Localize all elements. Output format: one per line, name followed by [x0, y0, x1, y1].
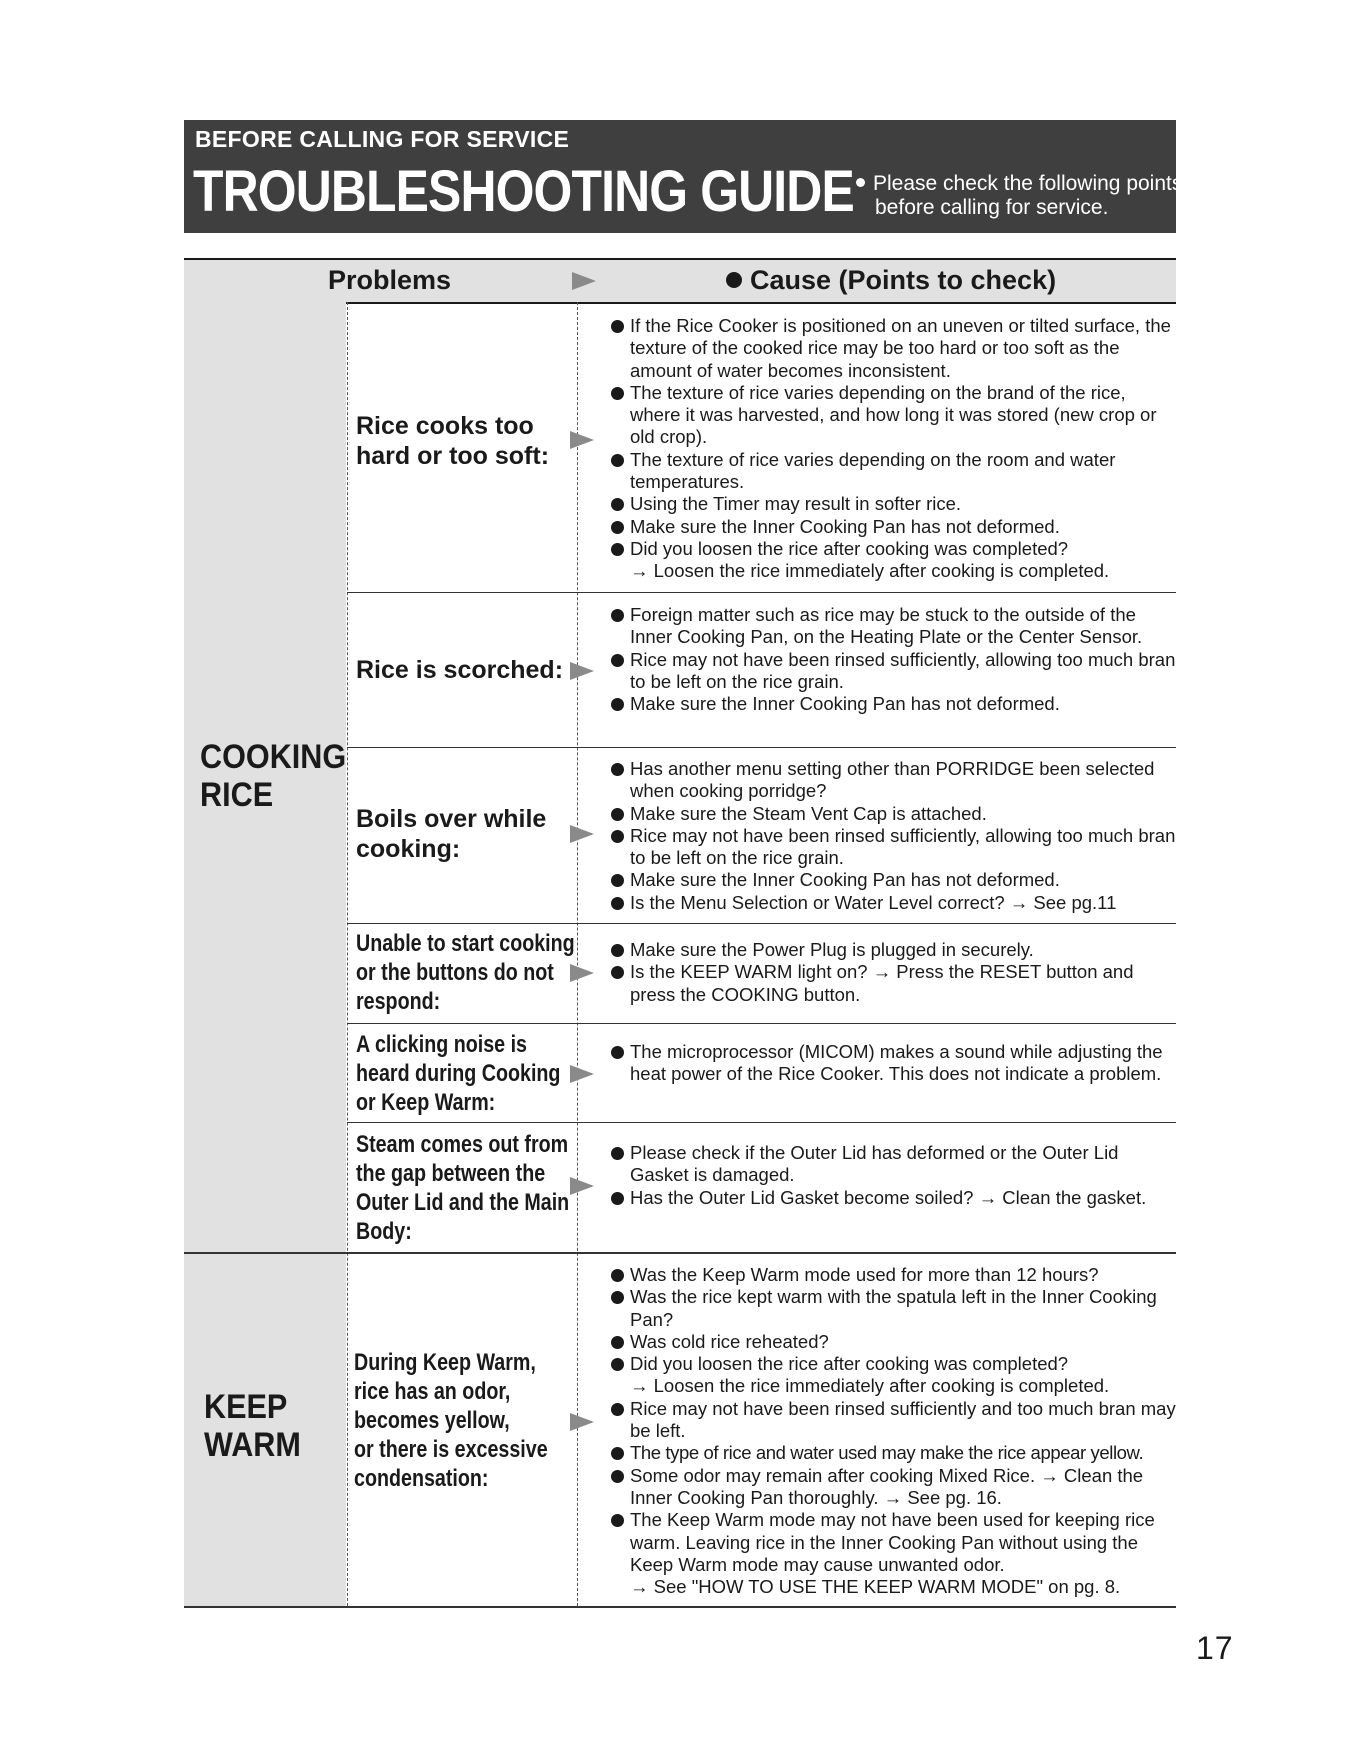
- cause-text: Some odor may remain after cooking Mixed Rice. → Clean the Inner Cooking Pan thoroughly. → See pg. 16.: [630, 1464, 1144, 1508]
- cause-text: Make sure the Inner Cooking Pan has not deformed.: [630, 869, 1060, 891]
- bullet-icon: [611, 897, 624, 910]
- cause-text: The Keep Warm mode may not have been used for keeping rice warm. Leaving rice in the Inner Cooking Pan without using the Keep Warm mode may cause unwanted odor.: [630, 1509, 1155, 1575]
- list-item: [611, 961, 1181, 1006]
- cause-text: Has another menu setting other than PORRIDGE been selected when cooking porridge?: [630, 758, 1155, 802]
- problem-line: Body:: [356, 1218, 412, 1245]
- cause-text: The type of rice and water used may make the rice appear yellow.: [630, 1442, 1144, 1464]
- arrow-right-icon: [570, 825, 594, 843]
- bullet-icon: [611, 654, 624, 667]
- cause-text: Make sure the Steam Vent Cap is attached.: [630, 802, 987, 824]
- header-cause: [726, 265, 1056, 296]
- column-divider: [577, 302, 578, 1606]
- cause-text: Did you loosen the rice after cooking was completed?: [630, 537, 1069, 559]
- bullet-icon: [856, 178, 865, 187]
- problem-line: rice has an odor,: [354, 1378, 511, 1405]
- cause-text: Make sure the Inner Cooking Pan has not deformed.: [630, 693, 1060, 715]
- bullet-icon: [611, 874, 624, 887]
- category-label-line: KEEP: [204, 1388, 288, 1426]
- arrow-right-icon: [570, 964, 594, 982]
- problem-line: Rice is scorched:: [356, 656, 564, 684]
- problem-line: respond:: [356, 988, 441, 1015]
- cause-text: The texture of rice varies depending on the brand of the rice, where it was harvested, and how long it was stored (new crop or old crop).: [630, 381, 1157, 448]
- cause-list: [611, 604, 1181, 715]
- bullet-icon: [611, 320, 624, 333]
- list-item: [611, 869, 1181, 891]
- arrow-right-icon: [570, 1413, 594, 1431]
- bullet-icon: [611, 1147, 624, 1160]
- list-item: [611, 604, 1181, 649]
- list-item: [611, 1398, 1181, 1443]
- bullet-icon: [726, 272, 742, 288]
- cause-subtext: → Loosen the rice immediately after cooking is completed.: [630, 1375, 1110, 1397]
- list-item: [611, 1041, 1181, 1086]
- title-banner: [184, 120, 1183, 233]
- cause-text: Foreign matter such as rice may be stuck to the outside of the Inner Cooking Pan, on the Heating Plate or the Center Sensor.: [630, 604, 1143, 648]
- banner-note-line2: before calling for service.: [875, 196, 1109, 219]
- list-item: [611, 449, 1181, 494]
- list-item: [611, 758, 1181, 803]
- list-item: [611, 892, 1181, 914]
- row-separator: [347, 592, 1176, 593]
- problem-line: During Keep Warm,: [354, 1349, 536, 1376]
- cause-text: Was cold rice reheated?: [630, 1330, 829, 1352]
- cause-text: Rice may not have been rinsed sufficiently, allowing too much bran to be left on the rice grain.: [630, 648, 1176, 692]
- category-label-line: COOKING: [200, 738, 347, 776]
- bullet-icon: [611, 498, 624, 511]
- problem-unable-to-start: [356, 929, 575, 1016]
- header-problems: Problems: [328, 265, 452, 295]
- problem-line: A clicking noise is: [356, 1031, 527, 1058]
- problem-line: Outer Lid and the Main: [356, 1189, 570, 1216]
- row-separator: [347, 1122, 1176, 1123]
- banner-note: [856, 172, 1182, 220]
- list-item: [611, 693, 1181, 715]
- cause-text: Using the Timer may result in softer rice.: [630, 493, 962, 515]
- problem-line: or the buttons do not: [356, 959, 554, 986]
- page-number: 17: [1196, 1630, 1234, 1666]
- category-label: [204, 1388, 301, 1464]
- bullet-icon: [611, 609, 624, 622]
- cause-text: Has the Outer Lid Gasket become soiled? → Clean the gasket.: [630, 1186, 1147, 1208]
- table-header: [184, 258, 1176, 304]
- list-item: [611, 1509, 1181, 1598]
- cause-text: Please check if the Outer Lid has deformed or the Outer Lid Gasket is damaged.: [630, 1142, 1119, 1186]
- cause-text: Was the Keep Warm mode used for more than 12 hours?: [630, 1264, 1099, 1285]
- bullet-icon: [611, 1514, 624, 1527]
- cause-list: [611, 1142, 1181, 1209]
- list-item: [611, 1286, 1181, 1331]
- bullet-icon: [611, 1046, 624, 1059]
- cause-text: The texture of rice varies depending on the room and water temperatures.: [630, 448, 1116, 493]
- bullet-icon: [611, 1470, 624, 1483]
- section-separator: [184, 1252, 1176, 1254]
- list-item: [611, 1187, 1181, 1209]
- bullet-icon: [611, 966, 624, 979]
- list-item: [611, 382, 1181, 449]
- cause-text: Rice may not have been rinsed sufficiently and too much bran may be left.: [630, 1397, 1176, 1442]
- list-item: [611, 516, 1181, 538]
- list-item: [611, 493, 1181, 515]
- problem-boils-over: [356, 804, 546, 864]
- row-separator: [347, 747, 1176, 748]
- bullet-icon: [611, 1358, 624, 1371]
- bullet-icon: [611, 543, 624, 556]
- list-item: [611, 1264, 1181, 1286]
- bullet-icon: [611, 763, 624, 776]
- arrow-right-icon: [570, 1065, 594, 1083]
- page-title: TROUBLESHOOTING GUIDE: [193, 159, 854, 224]
- category-keep-warm: [184, 1254, 346, 1606]
- bullet-icon: [611, 698, 624, 711]
- banner-note-line1: Please check the following points: [873, 172, 1183, 195]
- bullet-icon: [611, 1269, 624, 1282]
- cause-text: Is the Menu Selection or Water Level correct? → See pg.11: [630, 891, 1117, 913]
- problem-line: heard during Cooking: [356, 1060, 561, 1087]
- arrow-right-icon: [570, 1177, 594, 1195]
- row-separator: [347, 1023, 1176, 1024]
- cause-list: [611, 758, 1181, 914]
- bullet-icon: [611, 830, 624, 843]
- cause-list: [611, 315, 1181, 583]
- bullet-icon: [611, 387, 624, 400]
- list-item: [611, 825, 1181, 870]
- cause-text: If the Rice Cooker is positioned on an uneven or tilted surface, the texture of the cooked rice may be too hard or too soft as the amount of water becomes inconsistent.: [630, 315, 1171, 381]
- problem-line: hard or too soft:: [356, 442, 550, 470]
- list-item: [611, 939, 1181, 961]
- banner-subtitle: BEFORE CALLING FOR SERVICE: [195, 126, 570, 152]
- bullet-icon: [611, 1336, 624, 1349]
- bullet-icon: [611, 808, 624, 821]
- category-label-line: WARM: [204, 1426, 301, 1464]
- category-label: [200, 738, 346, 814]
- bullet-icon: [611, 1403, 624, 1416]
- bullet-icon: [611, 1291, 624, 1304]
- bullet-icon: [611, 1192, 624, 1205]
- problem-line: becomes yellow,: [354, 1407, 510, 1434]
- list-item: [611, 1331, 1181, 1353]
- problem-clicking-noise: [356, 1030, 560, 1117]
- problem-line: or there is excessive: [354, 1436, 548, 1463]
- problem-line: Rice cooks too: [356, 412, 534, 440]
- list-item: [611, 538, 1181, 583]
- cause-subtext: → See "HOW TO USE THE KEEP WARM MODE" on pg. 8.: [630, 1576, 1121, 1598]
- category-label-line: RICE: [200, 776, 274, 814]
- row-separator: [347, 923, 1176, 924]
- problem-line: the gap between the: [356, 1160, 546, 1187]
- problem-rice-hard-or-soft: [356, 411, 549, 471]
- cause-list: [611, 1041, 1181, 1086]
- cause-text: Is the KEEP WARM light on? → Press the RESET button and press the COOKING button.: [630, 961, 1134, 1005]
- problem-line: Steam comes out from: [356, 1131, 569, 1158]
- problem-line: Unable to start cooking: [356, 930, 575, 957]
- cause-text: Was the rice kept warm with the spatula left in the Inner Cooking Pan?: [630, 1286, 1157, 1330]
- problem-rice-scorched: [356, 655, 563, 685]
- cause-text: Did you loosen the rice after cooking was completed?: [630, 1353, 1069, 1375]
- list-item: [611, 1353, 1181, 1398]
- arrow-right-icon: [572, 272, 596, 290]
- list-item: [611, 1465, 1181, 1510]
- cause-subtext: → Loosen the rice immediately after cooking is completed.: [630, 560, 1110, 582]
- list-item: [611, 803, 1181, 825]
- list-item: [611, 1142, 1181, 1187]
- header-cause-label: Cause (Points to check): [750, 265, 1057, 295]
- list-item: [611, 1442, 1181, 1464]
- cause-text: Make sure the Inner Cooking Pan has not deformed.: [630, 515, 1060, 537]
- problem-line: Boils over while: [356, 805, 547, 833]
- list-item: [611, 315, 1181, 382]
- problem-keep-warm-odor: [354, 1348, 548, 1493]
- bullet-icon: [611, 521, 624, 534]
- list-item: [611, 649, 1181, 694]
- problem-steam-gap: [356, 1130, 569, 1246]
- table-bottom-border: [184, 1606, 1176, 1608]
- problem-line: or Keep Warm:: [356, 1089, 496, 1116]
- category-cooking-rice: [184, 302, 346, 1252]
- arrow-right-icon: [570, 431, 594, 449]
- cause-text: The microprocessor (MICOM) makes a sound while adjusting the heat power of the Rice Cooker. This does not indicate a problem.: [630, 1041, 1163, 1085]
- bullet-icon: [611, 1447, 624, 1460]
- cause-text: Rice may not have been rinsed sufficiently, allowing too much bran to be left on the rice grain.: [630, 824, 1176, 869]
- cause-list: [611, 1264, 1181, 1598]
- column-divider: [347, 302, 348, 1606]
- cause-list: [611, 939, 1181, 1006]
- bullet-icon: [611, 944, 624, 957]
- cause-text: Make sure the Power Plug is plugged in securely.: [630, 939, 1034, 960]
- bullet-icon: [611, 454, 624, 467]
- arrow-right-icon: [570, 662, 594, 680]
- problem-line: cooking:: [356, 835, 461, 863]
- problem-line: condensation:: [354, 1465, 489, 1492]
